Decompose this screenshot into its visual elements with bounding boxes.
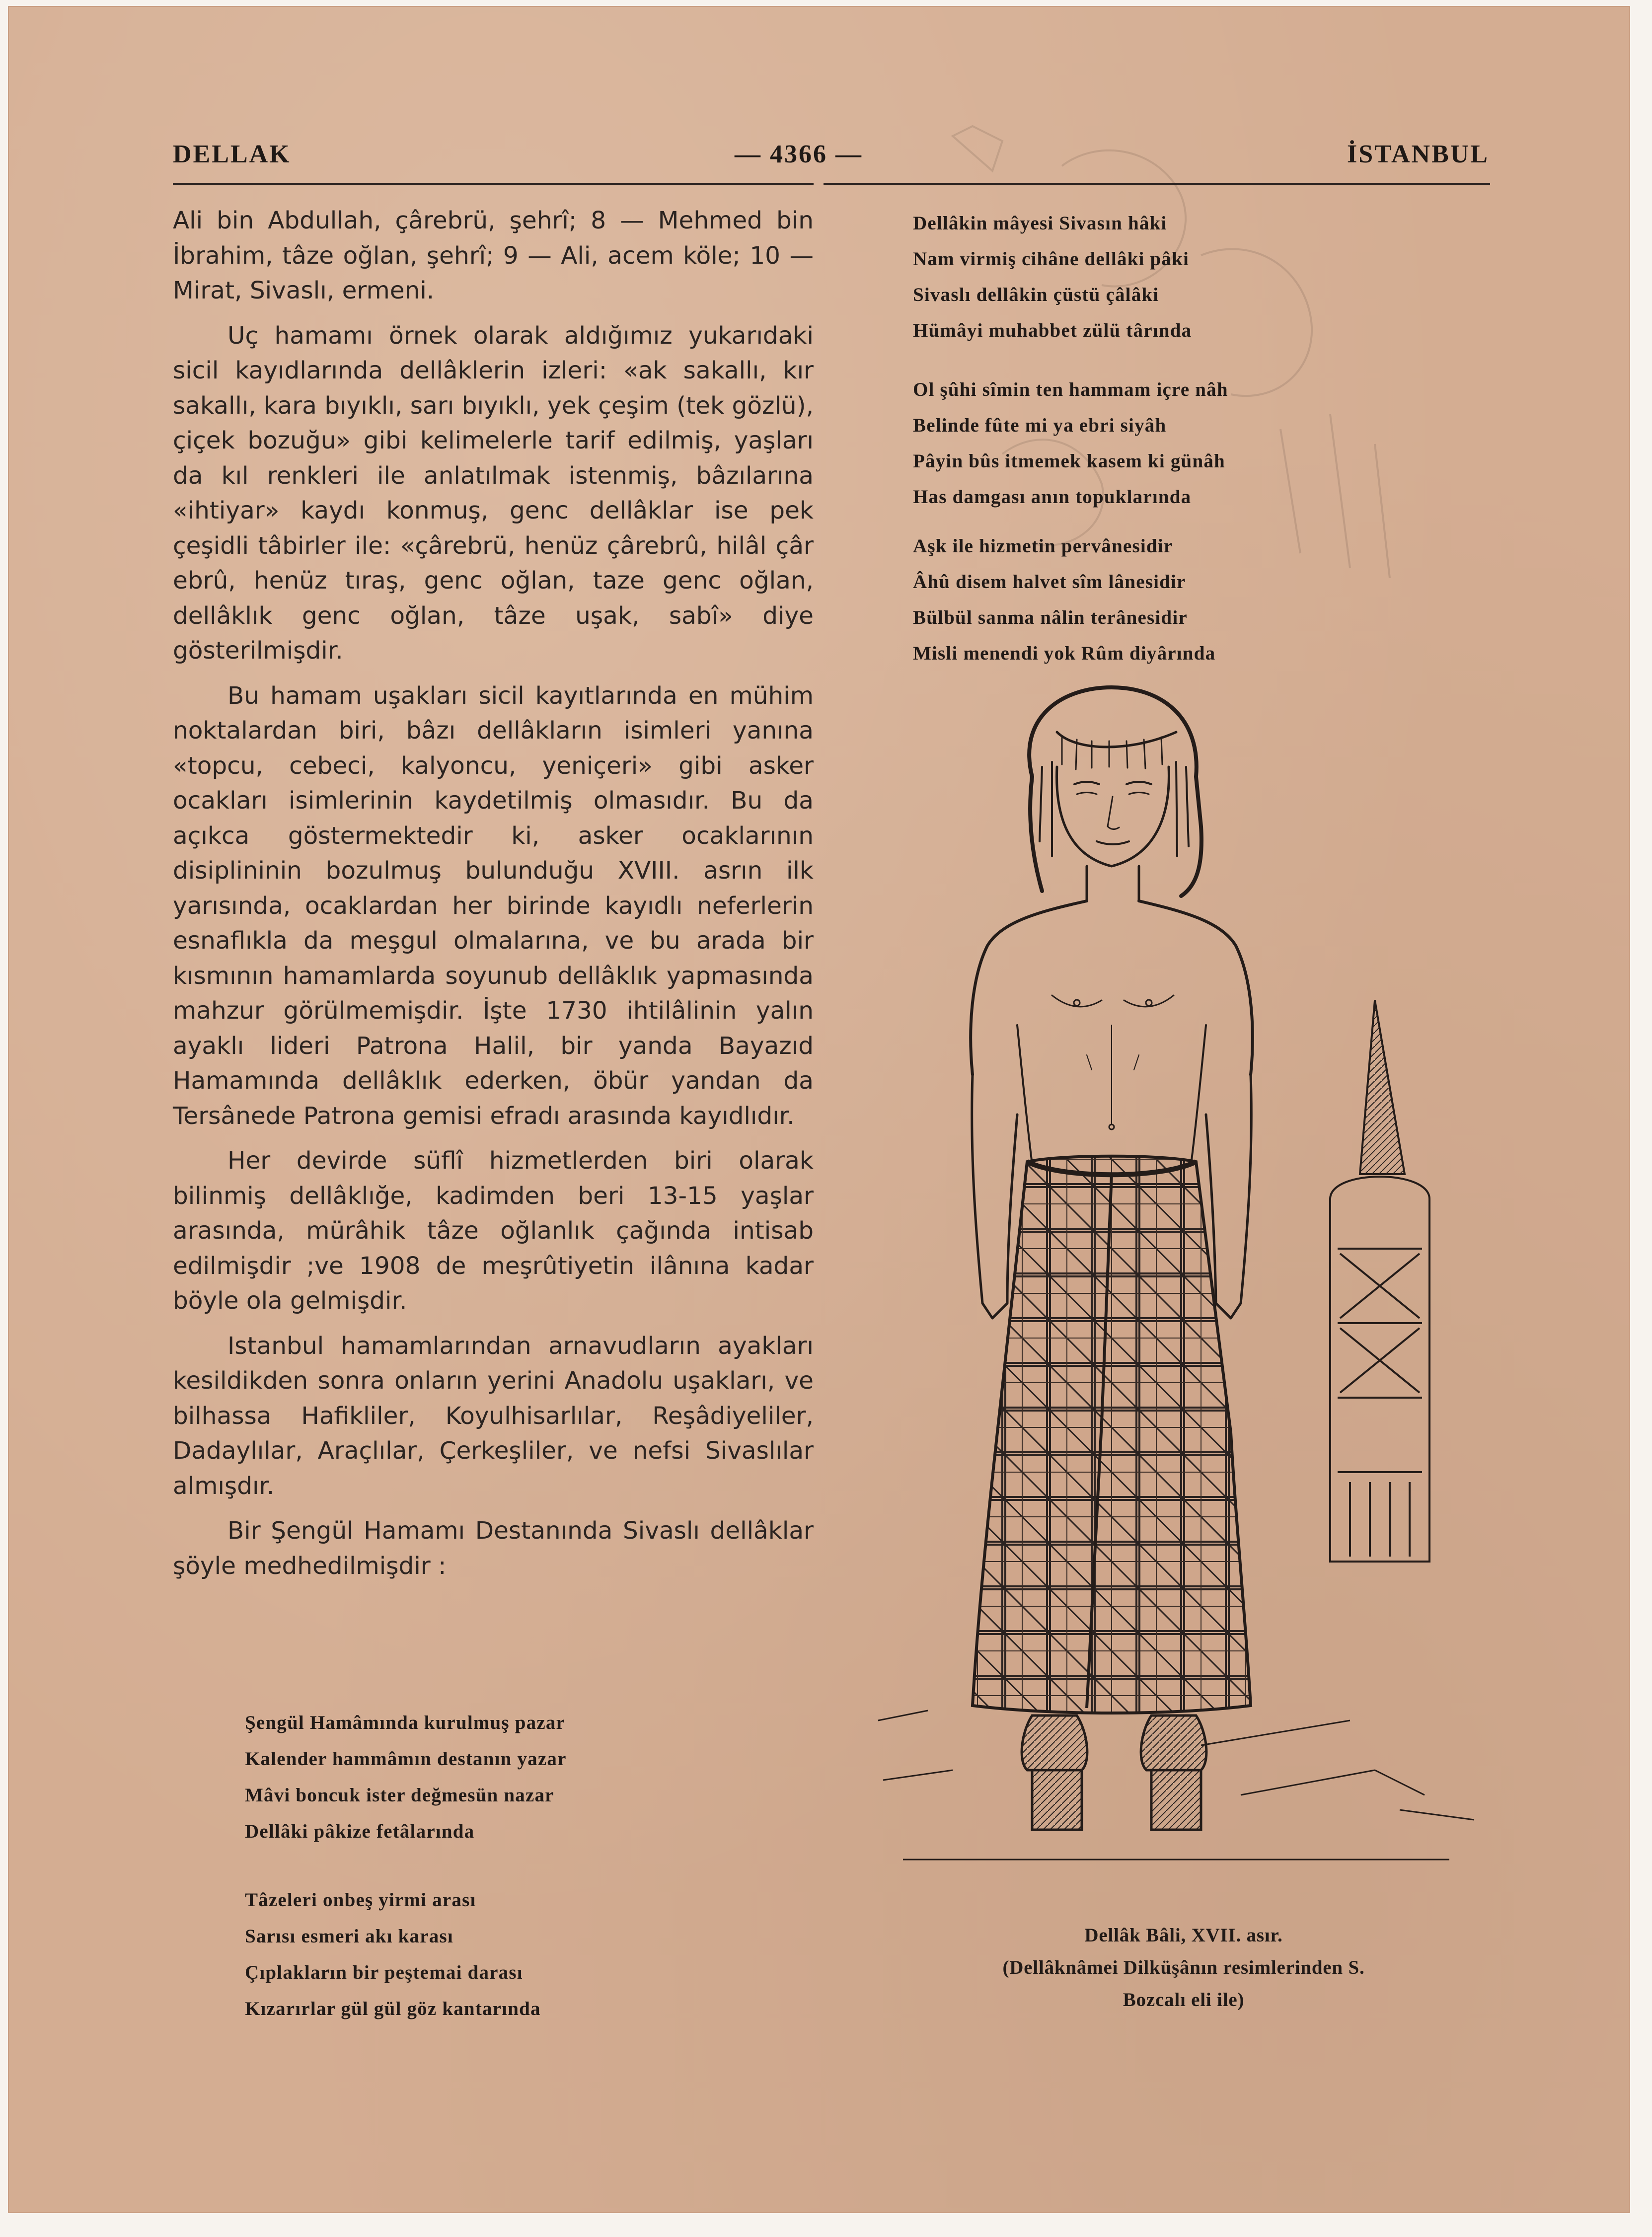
caption-source: (Dellâknâmei Dilküşânın resimlerinden S. — [1002, 1957, 1365, 1978]
verse-line: Dellâkin mâyesi Sivasın hâki — [913, 213, 1167, 234]
page-number: — 4366 — — [735, 140, 863, 168]
verse-line: Bülbül sanma nâlin terânesidir — [913, 607, 1188, 628]
running-head-left: DELLAK — [173, 140, 291, 168]
verse-line: Dellâki pâkize fetâlarında — [245, 1821, 475, 1842]
verse-line: Sivaslı dellâkin çüstü çâlâki — [913, 284, 1159, 305]
verse-line: Tâzeleri onbeş yirmi arası — [245, 1889, 476, 1911]
paragraph: Ali bin Abdullah, çârebrü, şehrî; 8 — Mehmed bin İbrahim, tâze oğlan, şehrî; 9 — Ali, acem köle; 10 — Mirat, Sivaslı, ermeni. — [173, 207, 814, 304]
paragraph: Istanbul hamamlarından arnavudların ayakları kesildikden sonra onların yerini Anadolu uşakları, ve bilhassa Hafikliler, Koyulhisarlılar, Reşâdiyeliler, Dadaylılar, Araçlılar, Çerkeşliler, ve nefsi Sivaslılar almışdır. — [173, 1332, 814, 1500]
verse-stanza — [245, 1882, 791, 2027]
verse-line: Hümâyi muhabbet zülü târında — [913, 320, 1192, 341]
verse-line: Kızarırlar gül gül göz kantarında — [245, 1998, 541, 2019]
paragraph: Bir Şengül Hamamı Destanında Sivaslı dellâklar şöyle medhedilmişdir : — [173, 1517, 814, 1580]
paragraph: Her devirde süflî hizmetlerden biri olarak bilinmiş dellâklığe, kadimden beri 13-15 yaşlar arasında, mürâhik tâze oğlanlık çağında intisab edilmişdir ;ve 1908 de meşrûtiyetin ilânına kadar böyle ola gelmişdir. — [173, 1147, 814, 1315]
verse-line: Misli menendi yok Rûm diyârında — [913, 643, 1216, 664]
verse-line: Sarısı esmeri akı karası — [245, 1926, 453, 1947]
verse-line: Mâvi boncuk ister değmesün nazar — [245, 1785, 554, 1806]
book-page — [9, 7, 1629, 2212]
verse-line: Kalender hammâmın destanın yazar — [245, 1748, 567, 1770]
verse-line: Çıplakların bir peştemai darası — [245, 1962, 523, 1983]
header-rule-right — [824, 183, 1490, 185]
verse-stanza — [913, 528, 1410, 671]
caption-title: Dellâk Bâli, XVII. asır. — [1084, 1925, 1283, 1946]
paragraph: Uç hamamı örnek olarak aldığımız yukarıdaki sicil kayıdlarında dellâklerin izleri: «ak sakallı, kır sakallı, kara bıyıklı, sarı bıyıklı, yek çeşim (tek gözlü), çiçek bozuğu» gibi kelimelerle tarif edilmiş, yaşları da kıl renkleri ile anlatılmak istenmiş, bâzılarına «ihtiyar» kaydı konmuş, genc dellâklar ise pek çeşidli tâbirler ile: «çârebrü, henüz çârebrû, hilâl çâr ebrû, henüz tıraş, genc oğlan, taze genc oğlan, dellâklık genc oğlan, tâze uşak, sabî» diye gösterilmişdir. — [173, 321, 814, 665]
verse-line: Has damgası anın topuklarında — [913, 486, 1192, 508]
verse-line: Belinde fûte mi ya ebri siyâh — [913, 415, 1167, 436]
verse-line: Şengül Hamâmında kurulmuş pazar — [245, 1712, 566, 1733]
verse-line: Nam virmiş cihâne dellâki pâki — [913, 248, 1190, 270]
dellak-illustration — [853, 677, 1524, 1889]
header-rule-left — [173, 183, 814, 185]
left-text-column — [173, 203, 814, 1593]
verse-line: Ol şûhi sîmin ten hammam içre nâh — [913, 379, 1228, 400]
figure-caption — [898, 1919, 1469, 2016]
caption-credit: Bozcalı eli ile) — [1123, 1989, 1245, 2011]
verse-stanza — [913, 372, 1410, 515]
verse-line: Aşk ile hizmetin pervânesidir — [913, 535, 1173, 557]
verse-line: Pâyin bûs itmemek kasem ki günâh — [913, 450, 1225, 472]
paragraph: Bu hamam uşakları sicil kayıtlarında en mühim noktalardan biri, bâzı dellâkların isimleri yanına «topcu, cebeci, kalyoncu, yeniçeri» gibi asker ocakları isimlerinin kaydetilmiş olmasıdır. Bu da açıkca göstermektedir ki, asker ocaklarının disiplininin bozulmuş bulunduğu XVIII. asrın ilk yarısında, ocaklardan her birinde kayıdlı neferlerin esnaflıkla da meşgul olmalarına, ve bu arada bir kısmının hamamlarda soyunub dellâklık yapmasında mahzur görülmemişdir. İşte 1730 ihtilâlinin yalın ayaklı lideri Patrona Halil, bir yanda Bayazıd Hamamında dellâklık ederken, öbür yandan da Tersânede Patrona gemisi efradı arasında kayıdlıdır. — [173, 681, 814, 1130]
verse-stanza — [245, 1705, 791, 1850]
verse-stanza — [913, 206, 1410, 349]
running-head-right: İSTANBUL — [1347, 140, 1489, 168]
verse-line: Âhû disem halvet sîm lânesidir — [913, 571, 1186, 593]
